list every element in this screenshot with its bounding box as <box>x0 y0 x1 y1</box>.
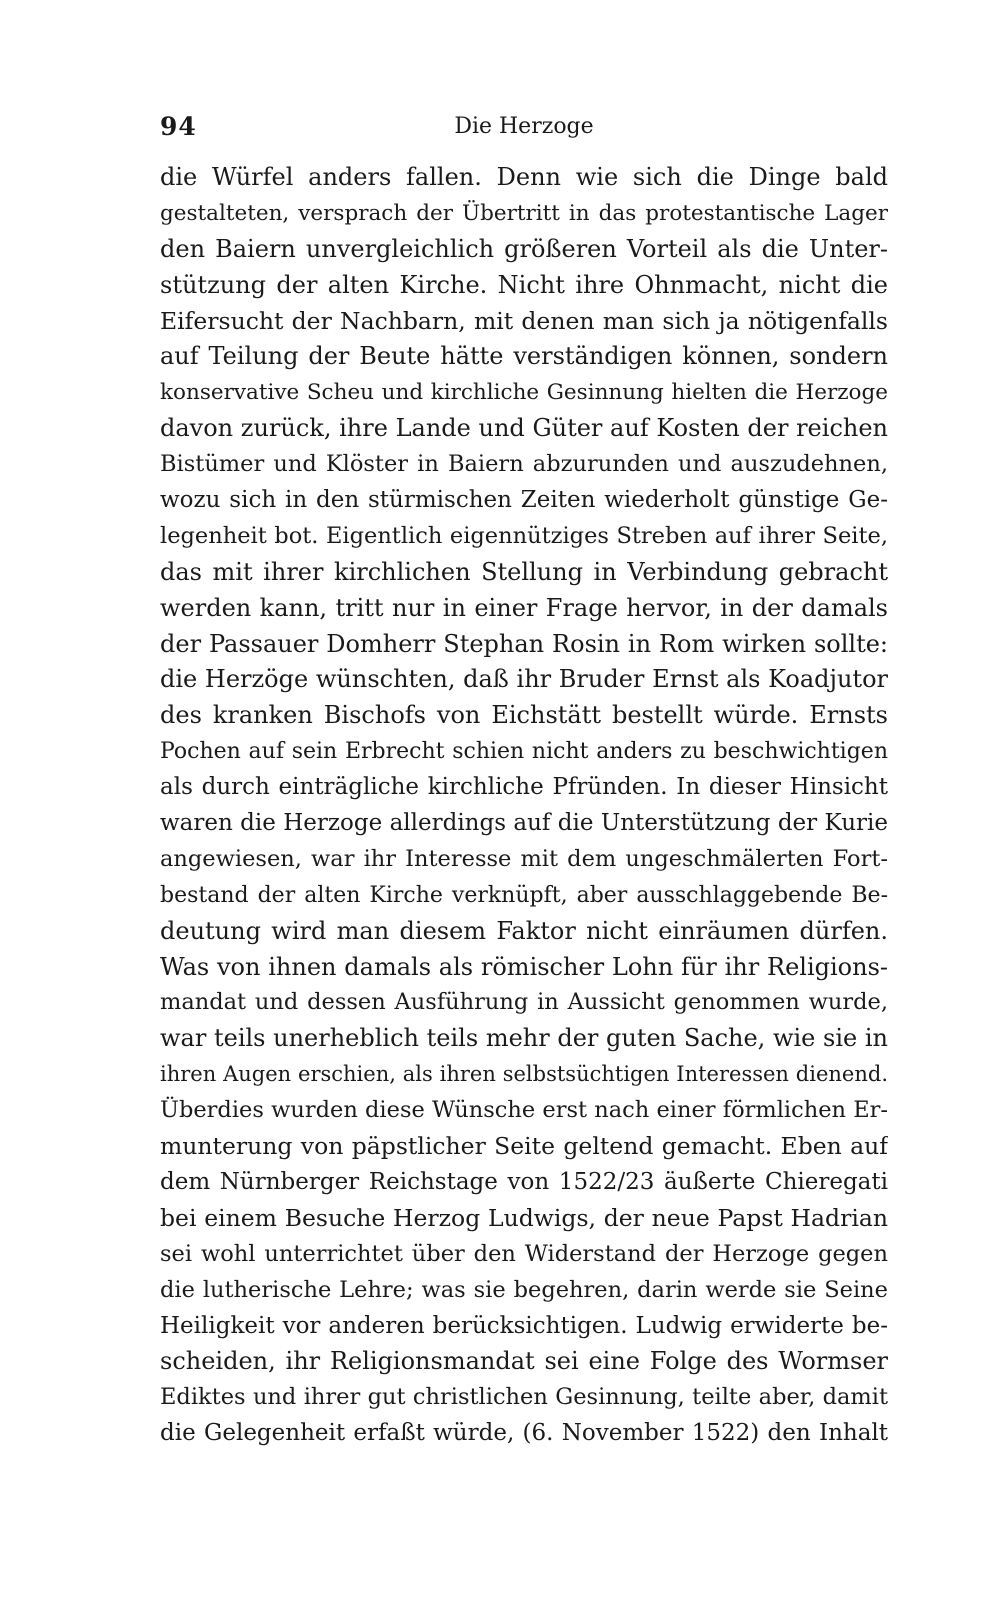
text-line: den Baiern unvergleichlich größeren Vorteil als die Unter- <box>160 234 888 263</box>
text-line: munterung von päpstlicher Seite geltend gemacht. Eben auf <box>160 1132 888 1161</box>
text-line: dem Nürnberger Reichstage von 1522/23 äußerte Chieregati <box>160 1168 888 1195</box>
text-line: legenheit bot. Eigentlich eigennütziges Streben auf ihrer Seite, <box>160 522 888 549</box>
text-line: der Passauer Domherr Stephan Rosin in Rom wirken sollte: <box>160 629 888 658</box>
text-line: die Gelegenheit erfaßt würde, (6. November 1522) den Inhalt <box>160 1420 888 1447</box>
text-line: Was von ihnen damals als römischer Lohn für ihr Religions- <box>160 952 888 981</box>
text-line: scheiden, ihr Religionsmandat sei eine Folge des Wormser <box>160 1347 888 1376</box>
text-line: ihren Augen erschien, als ihren selbstsüchtigen Interessen dienend. <box>160 1062 888 1087</box>
running-head: Die Herzoge <box>454 114 594 139</box>
text-line: auf Teilung der Beute hätte verständigen können, sondern <box>160 342 888 371</box>
text-line: Ediktes und ihrer gut christlichen Gesinnung, teilte aber, damit <box>160 1384 888 1411</box>
text-line: war teils unerheblich teils mehr der guten Sache, wie sie in <box>160 1024 888 1053</box>
text-line: die lutherische Lehre; was sie begehren, darin werde sie Seine <box>160 1276 888 1303</box>
text-line: bestand der alten Kirche verknüpft, aber ausschlaggebende Be- <box>160 882 888 908</box>
text-line: waren die Herzoge allerdings auf die Unterstützung der Kurie <box>160 810 888 837</box>
text-line: davon zurück, ihre Lande und Güter auf Kosten der reichen <box>160 414 888 443</box>
text-line: angewiesen, war ihr Interesse mit dem ungeschmälerten Fort- <box>160 845 888 872</box>
text-line: sei wohl unterrichtet über den Widerstand der Herzoge gegen <box>160 1240 888 1267</box>
page-number: 94 <box>160 112 197 141</box>
text-line: das mit ihrer kirchlichen Stellung in Verbindung gebracht <box>160 557 888 586</box>
text-line: Pochen auf sein Erbrecht schien nicht anders zu beschwichtigen <box>160 739 888 765</box>
body-text <box>160 160 888 1452</box>
text-line: als durch einträgliche kirchliche Pfründen. In dieser Hinsicht <box>160 774 888 801</box>
text-line: gestalteten, versprach der Übertritt in das protestantische Lager <box>160 200 888 226</box>
text-line: die Herzöge wünschten, daß ihr Bruder Ernst als Koadjutor <box>160 665 888 694</box>
text-line: werden kann, tritt nur in einer Frage hervor, in der damals <box>160 593 888 622</box>
text-line: Heiligkeit vor anderen berücksichtigen. Ludwig erwiderte be- <box>160 1312 888 1339</box>
text-line: wozu sich in den stürmischen Zeiten wiederholt günstige Ge- <box>160 487 888 514</box>
text-line: konservative Scheu und kirchliche Gesinnung hielten die Herzoge <box>160 380 888 406</box>
text-line: die Würfel anders fallen. Denn wie sich die Dinge bald <box>160 163 888 191</box>
text-line: Bistümer und Klöster in Baiern abzurunden und auszudehnen, <box>160 451 888 478</box>
text-line: Eifersucht der Nachbarn, mit denen man sich ja nötigenfalls <box>160 306 888 335</box>
page-header <box>160 112 888 152</box>
text-line: deutung wird man diesem Faktor nicht einräumen dürfen. <box>160 916 888 945</box>
text-line: Überdies wurden diese Wünsche erst nach einer förmlichen Er- <box>160 1097 888 1124</box>
text-line: bei einem Besuche Herzog Ludwigs, der neue Papst Hadrian <box>160 1203 888 1232</box>
text-line: des kranken Bischofs von Eichstätt bestellt würde. Ernsts <box>160 701 888 730</box>
text-line: stützung der alten Kirche. Nicht ihre Ohnmacht, nicht die <box>160 270 888 299</box>
text-line: mandat und dessen Ausführung in Aussicht genommen wurde, <box>160 989 888 1016</box>
